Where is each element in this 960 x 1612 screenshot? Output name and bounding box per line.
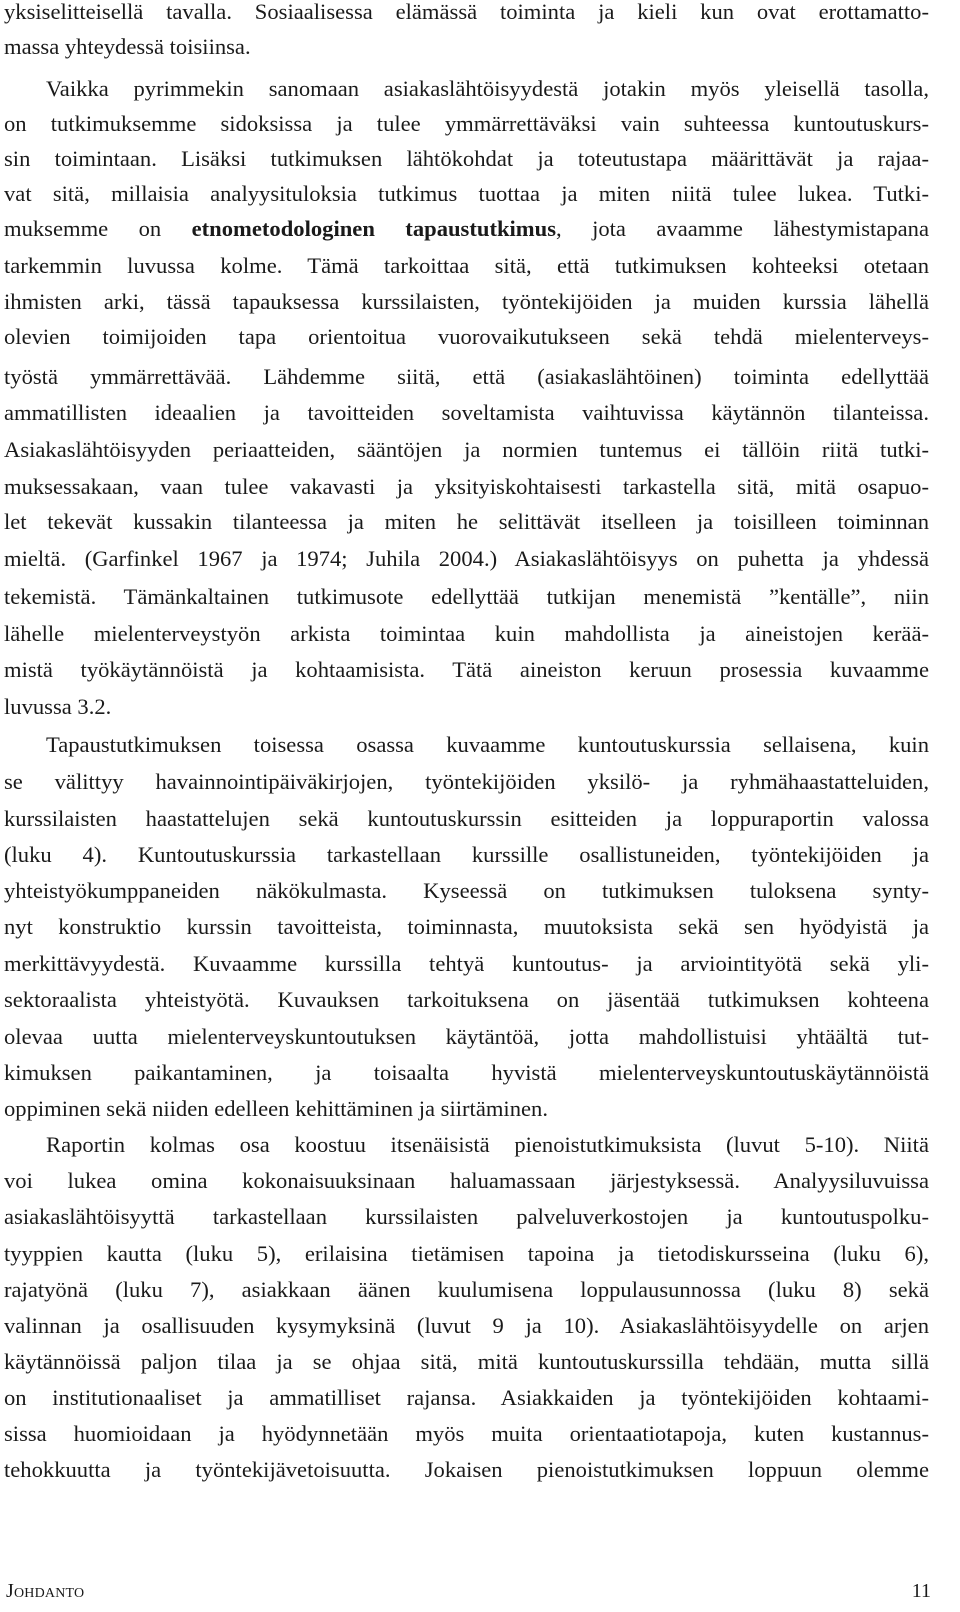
text-line: let tekevät kussakin tilanteessa ja miten he selittävät itselleen ja toisilleen toiminnan	[4, 509, 929, 534]
text-line: sektoraalista yhteistyötä. Kuvauksen tarkoituksena on jäsentää tutkimuksen kohteena	[4, 987, 929, 1012]
text-line: nyt konstruktio kurssin tavoitteista, toiminnasta, muutoksista sekä sen hyödyistä ja	[4, 914, 929, 939]
text-line: sin toimintaan. Lisäksi tutkimuksen lähtökohdat ja toteutustapa määrittävät ja rajaa-	[4, 146, 929, 171]
running-head: Johdanto	[6, 1580, 85, 1602]
text-line: kurssilaisten haastattelujen sekä kuntoutuskurssin esitteiden ja loppuraportin valossa	[4, 806, 929, 831]
text-line: ihmisten arki, tässä tapauksessa kurssilaisten, työntekijöiden ja muiden kurssia lähellä	[4, 289, 929, 314]
text-line: Raportin kolmas osa koostuu itsenäisistä pienoistutkimuksista (luvut 5-10). Niitä	[46, 1132, 929, 1157]
text-line: muksessakaan, vaan tulee vakavasti ja yksityiskohtaisesti tarkastella sitä, mitä osapuo-	[4, 474, 929, 499]
text-line: ammatillisten ideaalien ja tavoitteiden soveltamista vaihtuvissa käytännön tilanteissa.	[4, 400, 929, 425]
text-line: sissa huomioidaan ja hyödynnetään myös muita orientaatiotapoja, kuten kustannus-	[4, 1421, 929, 1446]
text-line: mieltä. (Garfinkel 1967 ja 1974; Juhila 2004.) Asiakaslähtöisyys on puhetta ja yhdessä	[4, 546, 929, 571]
text-line: voi lukea omina kokonaisuuksinaan haluamassaan järjestyksessä. Analyysiluvuissa	[4, 1168, 929, 1193]
text-segment: , jota avaamme lähestymistapana	[556, 216, 929, 241]
text-line: Tapaustutkimuksen toisessa osassa kuvaamme kuntoutuskurssia sellaisena, kuin	[46, 732, 929, 757]
text-line: vat sitä, millaisia analyysituloksia tutkimus tuottaa ja miten niitä tulee lukea. Tutki-	[4, 181, 929, 206]
text-line: valinnan ja osallisuuden kysymyksinä (luvut 9 ja 10). Asiakaslähtöisyydelle on arjen	[4, 1313, 929, 1338]
text-line: se välittyy havainnointipäiväkirjojen, työntekijöiden yksilö- ja ryhmähaastatteluiden,	[4, 769, 929, 794]
page-footer	[6, 1576, 931, 1606]
text-segment: muksemme on	[4, 216, 192, 241]
text-line: massa yhteydessä toisiinsa.	[4, 34, 251, 59]
text-line: rajatyönä (luku 7), asiakkaan äänen kuulumisena loppulausunnossa (luku 8) sekä	[4, 1277, 929, 1302]
text-line: mistä työkäytännöistä ja kohtaamisista. Tätä aineiston keruun prosessia kuvaamme	[4, 657, 929, 682]
text-line: luvussa 3.2.	[4, 694, 112, 719]
text-line: lähelle mielenterveystyön arkista toimintaa kuin mahdollista ja aineistojen kerää-	[4, 621, 929, 646]
text-line: on tutkimuksemme sidoksissa ja tulee ymmärrettäväksi vain suhteessa kuntoutuskurs-	[4, 111, 929, 136]
text-line	[4, 211, 929, 247]
text-line: yhteistyökumppaneiden näkökulmasta. Kyseessä on tutkimuksen tuloksena synty-	[4, 878, 929, 903]
page-number: 11	[911, 1580, 931, 1602]
text-line: oppiminen sekä niiden edelleen kehittäminen ja siirtäminen.	[4, 1096, 548, 1121]
text-line: työstä ymmärrettävää. Lähdemme siitä, että (asiakaslähtöinen) toiminta edellyttää	[4, 364, 929, 389]
text-line: (luku 4). Kuntoutuskurssia tarkastellaan kurssille osallistuneiden, työntekijöiden ja	[4, 842, 929, 867]
text-line: tyyppien kautta (luku 5), erilaisina tietämisen tapoina ja tietodiskursseina (luku 6),	[4, 1241, 929, 1266]
text-line: on institutionaaliset ja ammatilliset rajansa. Asiakkaiden ja työntekijöiden kohtaami-	[4, 1385, 929, 1410]
text-line: Asiakaslähtöisyyden periaatteiden, sääntöjen ja normien tuntemus ei tällöin riitä tutki-	[4, 437, 929, 462]
emphasized-term: etnometodologinen tapaustutkimus	[191, 216, 556, 241]
text-line: merkittävyydestä. Kuvaamme kurssilla tehtyä kuntoutus- ja arviointityötä sekä yli-	[4, 951, 929, 976]
text-line: olevaa uutta mielenterveyskuntoutuksen käytäntöä, jotta mahdollistuisi yhtäältä tut-	[4, 1024, 929, 1049]
text-line: tekemistä. Tämänkaltainen tutkimusote edellyttää tutkijan menemistä ”kentälle”, niin	[4, 584, 929, 609]
text-line: Vaikka pyrimmekin sanomaan asiakaslähtöisyydestä jotakin myös yleisellä tasolla,	[46, 76, 929, 101]
text-line: tarkemmin luvussa kolme. Tämä tarkoittaa sitä, että tutkimuksen kohteeksi otetaan	[4, 253, 929, 278]
text-line: olevien toimijoiden tapa orientoitua vuorovaikutukseen sekä tehdä mielenterveys-	[4, 324, 929, 349]
text-line: yksiselitteisellä tavalla. Sosiaalisessa elämässä toiminta ja kieli kun ovat erottamatto-	[4, 0, 929, 24]
text-line: kimuksen paikantaminen, ja toisaalta hyvistä mielenterveyskuntoutuskäytännöistä	[4, 1060, 929, 1085]
text-line: asiakaslähtöisyyttä tarkastellaan kurssilaisten palveluverkostojen ja kuntoutuspolku-	[4, 1204, 929, 1229]
text-line: tehokkuutta ja työntekijävetoisuutta. Jokaisen pienoistutkimuksen loppuun olemme	[4, 1457, 929, 1482]
text-line: käytännöissä paljon tilaa ja se ohjaa sitä, mitä kuntoutuskurssilla tehdään, mutta sillä	[4, 1349, 929, 1374]
